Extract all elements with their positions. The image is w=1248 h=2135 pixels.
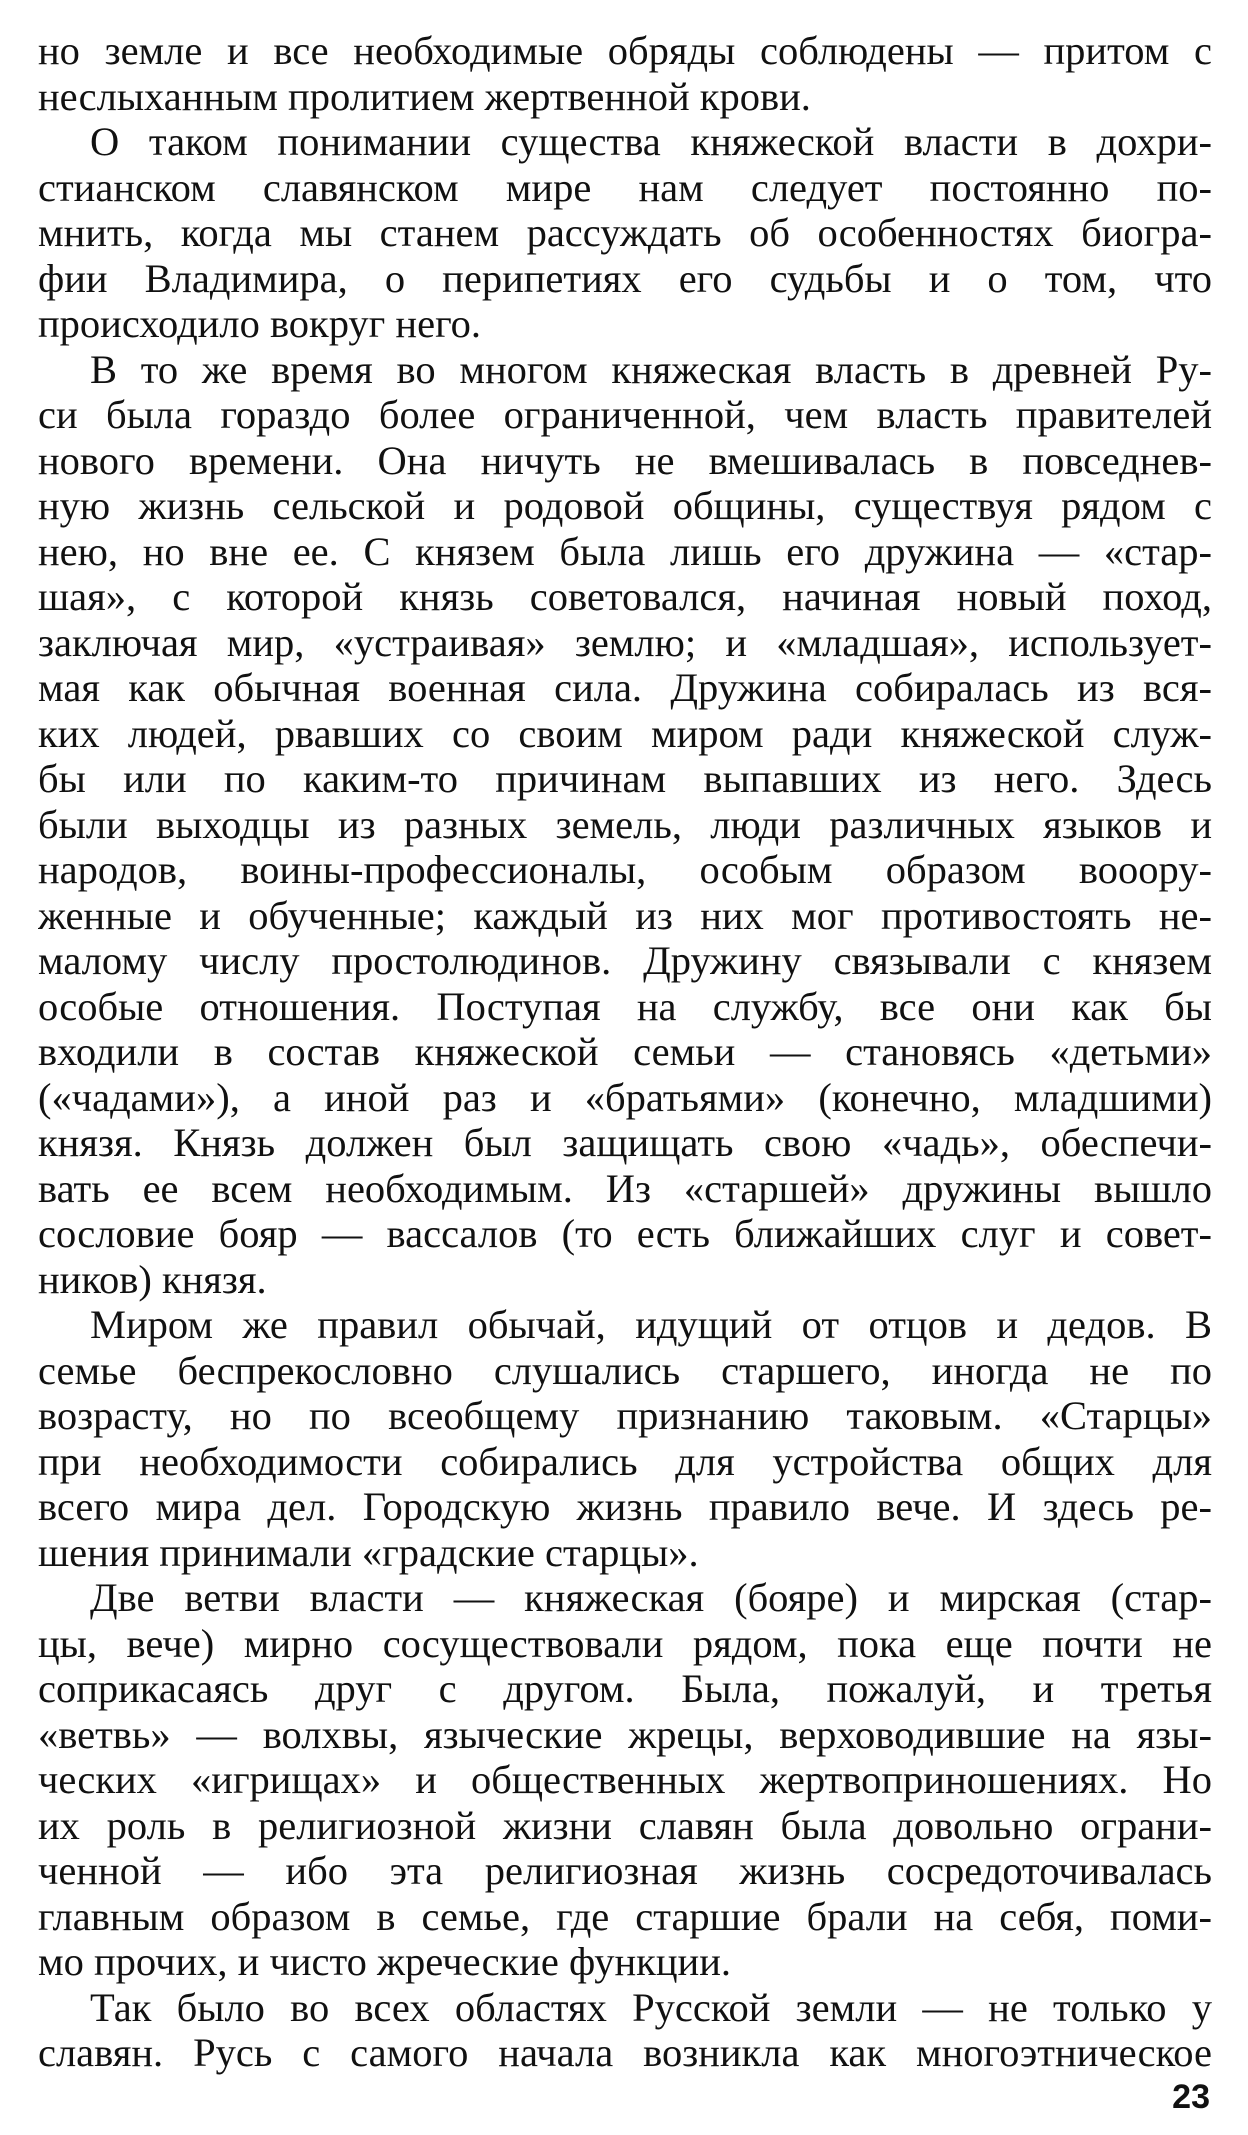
- text-line: ческих «игрищах» и общественных жертвоприношениях. Но: [38, 1757, 1212, 1802]
- text-line: но земле и все необходимые обряды соблюдены — притом с: [38, 28, 1212, 73]
- text-line: были выходцы из разных земель, люди различных языков и: [38, 801, 1212, 847]
- text-line: князя. Князь должен был защищать свою «чадь», обеспечи-: [38, 1120, 1212, 1165]
- text-line: происходило вокруг него.: [38, 301, 482, 346]
- paragraph-5: [38, 1575, 1212, 1985]
- text-line: мо прочих, и чисто жреческие функции.: [38, 1939, 731, 1984]
- text-line: малому числу простолюдинов. Дружину связывали с князем: [38, 938, 1212, 983]
- text-line: ную жизнь сельской и родовой общины, существуя рядом с: [38, 483, 1212, 528]
- page-number: 23: [1172, 2078, 1210, 2116]
- text-line: Миром же правил обычай, идущий от отцов и дедов. В: [90, 1302, 1212, 1347]
- text-line: стианском славянском мире нам следует постоянно по-: [38, 164, 1212, 210]
- text-line: семье беспрекословно слушались старшего, иногда не по: [38, 1347, 1212, 1393]
- text-line: возрасту, но по всеобщему признанию таковым. «Старцы»: [38, 1393, 1212, 1438]
- text-line: всего мира дел. Городскую жизнь правило вече. И здесь ре-: [38, 1484, 1212, 1529]
- text-line: заключая мир, «устраивая» землю; и «младшая», использует-: [38, 619, 1212, 665]
- text-line: «ветвь» — волхвы, языческие жрецы, верховодившие на язы-: [38, 1711, 1212, 1757]
- text-line: женные и обученные; каждый из них мог противостоять не-: [38, 892, 1212, 938]
- paragraph-1: [38, 28, 1212, 119]
- text-line: Две ветви власти — княжеская (бояре) и мирская (стар-: [90, 1575, 1212, 1620]
- text-line: ких людей, рвавших со своим миром ради княжеской служ-: [38, 710, 1212, 756]
- text-line: соприкасаясь друг с другом. Была, пожалуй, и третья: [38, 1666, 1212, 1711]
- page-text: [38, 28, 1212, 2076]
- paragraph-2: [38, 119, 1212, 347]
- text-line: шения принимали «градские старцы».: [38, 1529, 699, 1575]
- text-line: особые отношения. Поступая на службу, все они как бы: [38, 983, 1212, 1029]
- text-line: славян. Русь с самого начала возникла как многоэтническое: [38, 2030, 1212, 2075]
- text-line: входили в состав княжеской семьи — становясь «детьми»: [38, 1029, 1212, 1074]
- text-line: неслыханным пролитием жертвенной крови.: [38, 73, 811, 119]
- text-line: народов, воины-профессионалы, особым образом вооору-: [38, 847, 1212, 892]
- text-line: бы или по каким-то причинам выпавших из него. Здесь: [38, 756, 1212, 801]
- text-line: мнить, когда мы станем рассуждать об особенностях биогра-: [38, 210, 1212, 255]
- text-line: нею, но вне ее. С князем была лишь его дружина — «стар-: [38, 528, 1212, 574]
- text-line: В то же время во многом княжеская власть в древней Ру-: [90, 346, 1212, 392]
- text-line: ников) князя.: [38, 1256, 267, 1302]
- text-line: мая как обычная военная сила. Дружина собиралась из вся-: [38, 665, 1212, 710]
- text-line: шая», с которой князь советовался, начиная новый поход,: [38, 574, 1212, 619]
- text-line: си была гораздо более ограниченной, чем власть правителей: [38, 392, 1212, 437]
- text-line: («чадами»), а иной раз и «братьями» (конечно, младшими): [38, 1074, 1212, 1120]
- text-line: Так было во всех областях Русской земли — не только у: [90, 1984, 1212, 2030]
- text-line: при необходимости собирались для устройства общих для: [38, 1438, 1212, 1484]
- paragraph-3: [38, 347, 1212, 1303]
- text-line: главным образом в семье, где старшие брали на себя, поми-: [38, 1893, 1212, 1939]
- text-line: фии Владимира, о перипетиях его судьбы и о том, что: [38, 255, 1212, 301]
- text-line: их роль в религиозной жизни славян была довольно ограни-: [38, 1802, 1212, 1848]
- paragraph-4: [38, 1302, 1212, 1575]
- text-line: нового времени. Она ничуть не вмешивалась в повседнев-: [38, 437, 1212, 483]
- text-line: цы, вече) мирно сосуществовали рядом, пока еще почти не: [38, 1620, 1212, 1666]
- text-line: ченной — ибо эта религиозная жизнь сосредоточивалась: [38, 1848, 1212, 1893]
- paragraph-6: [38, 1985, 1212, 2076]
- text-line: О таком понимании существа княжеской власти в дохри-: [90, 119, 1212, 164]
- text-line: вать ее всем необходимым. Из «старшей» дружины вышло: [38, 1165, 1212, 1211]
- text-line: сословие бояр — вассалов (то есть ближайших слуг и совет-: [38, 1211, 1212, 1256]
